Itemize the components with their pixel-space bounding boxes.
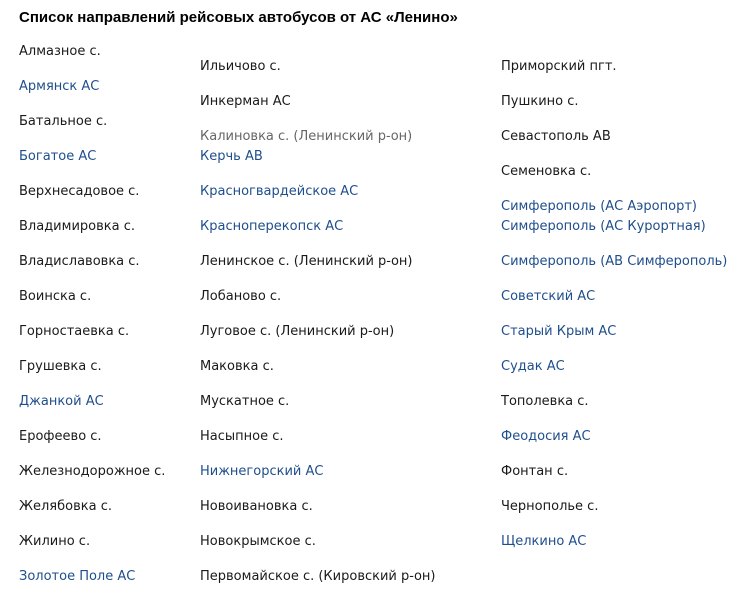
destination-item <box>200 59 281 75</box>
destination-item[interactable] <box>501 254 727 270</box>
destination-item <box>19 499 112 515</box>
destination-item[interactable] <box>19 569 135 585</box>
destination-link[interactable]: Армянск АС <box>19 79 100 94</box>
destination-item[interactable] <box>200 464 323 480</box>
destination-link[interactable]: Золотое Поле АС <box>19 569 136 584</box>
destination-label: Новокрымское с. <box>200 534 316 549</box>
destination-link[interactable]: Нижнегорский АС <box>200 464 324 479</box>
destination-label: Ерофеево с. <box>19 429 102 444</box>
destination-item <box>19 429 102 445</box>
destination-link[interactable]: Джанкой АС <box>19 394 104 409</box>
destination-item <box>501 394 589 410</box>
destination-item <box>200 254 413 270</box>
destination-item[interactable] <box>501 359 565 375</box>
destination-label: Алмазное с. <box>19 44 101 59</box>
destination-item <box>200 499 313 515</box>
destination-label: Лобаново с. <box>200 289 282 304</box>
destination-label: Верхнесадовое с. <box>19 184 140 199</box>
destination-link[interactable]: Красногвардейское АС <box>200 184 359 199</box>
destination-label: Маковка с. <box>200 359 274 374</box>
destination-label: Луговое с. (Ленинский р-он) <box>200 324 395 339</box>
destination-item[interactable] <box>19 79 99 95</box>
destination-item <box>19 359 102 375</box>
destination-label: Железнодорожное с. <box>19 464 166 479</box>
destination-link[interactable]: Красноперекопск АС <box>200 219 344 234</box>
destination-item <box>200 394 289 410</box>
destination-label: Пушкино с. <box>501 94 579 109</box>
destination-item[interactable] <box>19 149 96 165</box>
destination-link[interactable]: Симферополь (АВ Симферополь) <box>501 254 728 269</box>
destination-item <box>19 534 90 550</box>
destination-item <box>200 534 316 550</box>
destination-item[interactable] <box>501 534 586 550</box>
destination-link[interactable]: Старый Крым АС <box>501 324 617 339</box>
destination-item[interactable] <box>501 324 616 340</box>
destination-item[interactable] <box>200 149 263 165</box>
destination-label: Мускатное с. <box>200 394 290 409</box>
destination-item <box>19 254 140 270</box>
destination-link[interactable]: Керчь АВ <box>200 149 263 164</box>
destination-label: Приморский пгт. <box>501 59 617 74</box>
destination-link[interactable]: Феодосия АС <box>501 429 591 444</box>
destination-label: Семеновка с. <box>501 164 592 179</box>
destination-label: Первомайское с. (Кировский р-он) <box>200 569 436 584</box>
destination-item <box>19 324 129 340</box>
destination-label: Тополевка с. <box>501 394 589 409</box>
destination-item <box>501 499 598 515</box>
destination-item <box>200 289 281 305</box>
destination-item <box>200 94 291 110</box>
destination-label: Батальное с. <box>19 114 108 129</box>
destination-label: Чернополье с. <box>501 499 599 514</box>
destination-item[interactable] <box>200 184 358 200</box>
destination-link[interactable]: Щелкино АС <box>501 534 587 549</box>
destination-link[interactable]: Советский АС <box>501 289 596 304</box>
destination-item <box>501 464 568 480</box>
destination-item <box>19 184 139 200</box>
destination-link[interactable]: Богатое АС <box>19 149 97 164</box>
page-title: Список направлений рейсовых автобусов от АС «Ленино» <box>19 9 458 26</box>
destination-item <box>19 219 135 235</box>
destination-item <box>200 129 412 145</box>
destination-item <box>19 44 101 60</box>
destination-item <box>200 429 284 445</box>
destination-label: Инкерман АС <box>200 94 291 109</box>
destination-item <box>200 359 274 375</box>
destination-item[interactable] <box>200 219 343 235</box>
destination-label: Желябовка с. <box>19 499 112 514</box>
destination-item <box>19 464 165 480</box>
destination-label: Севастополь АВ <box>501 129 611 144</box>
destination-item <box>200 569 435 585</box>
destination-item <box>501 129 611 145</box>
destination-label: Воинска с. <box>19 289 92 304</box>
destination-item <box>501 164 591 180</box>
destination-item[interactable] <box>501 219 706 235</box>
destination-label: Новоивановка с. <box>200 499 313 514</box>
destination-link[interactable]: Симферополь (АС Аэропорт) <box>501 199 697 214</box>
destination-label: Калиновка с. (Ленинский р-он) <box>200 129 413 144</box>
destination-item <box>19 289 91 305</box>
destination-item <box>19 114 107 130</box>
destination-item[interactable] <box>501 199 697 215</box>
destination-label: Ленинское с. (Ленинский р-он) <box>200 254 413 269</box>
destination-item[interactable] <box>19 394 104 410</box>
destination-label: Жилино с. <box>19 534 91 549</box>
destination-item[interactable] <box>501 289 595 305</box>
destination-label: Горностаевка с. <box>19 324 130 339</box>
destination-link[interactable]: Симферополь (АС Курортная) <box>501 219 706 234</box>
destination-label: Владиславовка с. <box>19 254 140 269</box>
destination-label: Грушевка с. <box>19 359 102 374</box>
destination-label: Фонтан с. <box>501 464 569 479</box>
destination-label: Ильичово с. <box>200 59 281 74</box>
destination-item <box>501 59 617 75</box>
destination-label: Владимировка с. <box>19 219 135 234</box>
destination-item <box>200 324 394 340</box>
destination-item[interactable] <box>501 429 591 445</box>
destination-link[interactable]: Судак АС <box>501 359 565 374</box>
destination-label: Насыпное с. <box>200 429 284 444</box>
destination-item <box>501 94 579 110</box>
